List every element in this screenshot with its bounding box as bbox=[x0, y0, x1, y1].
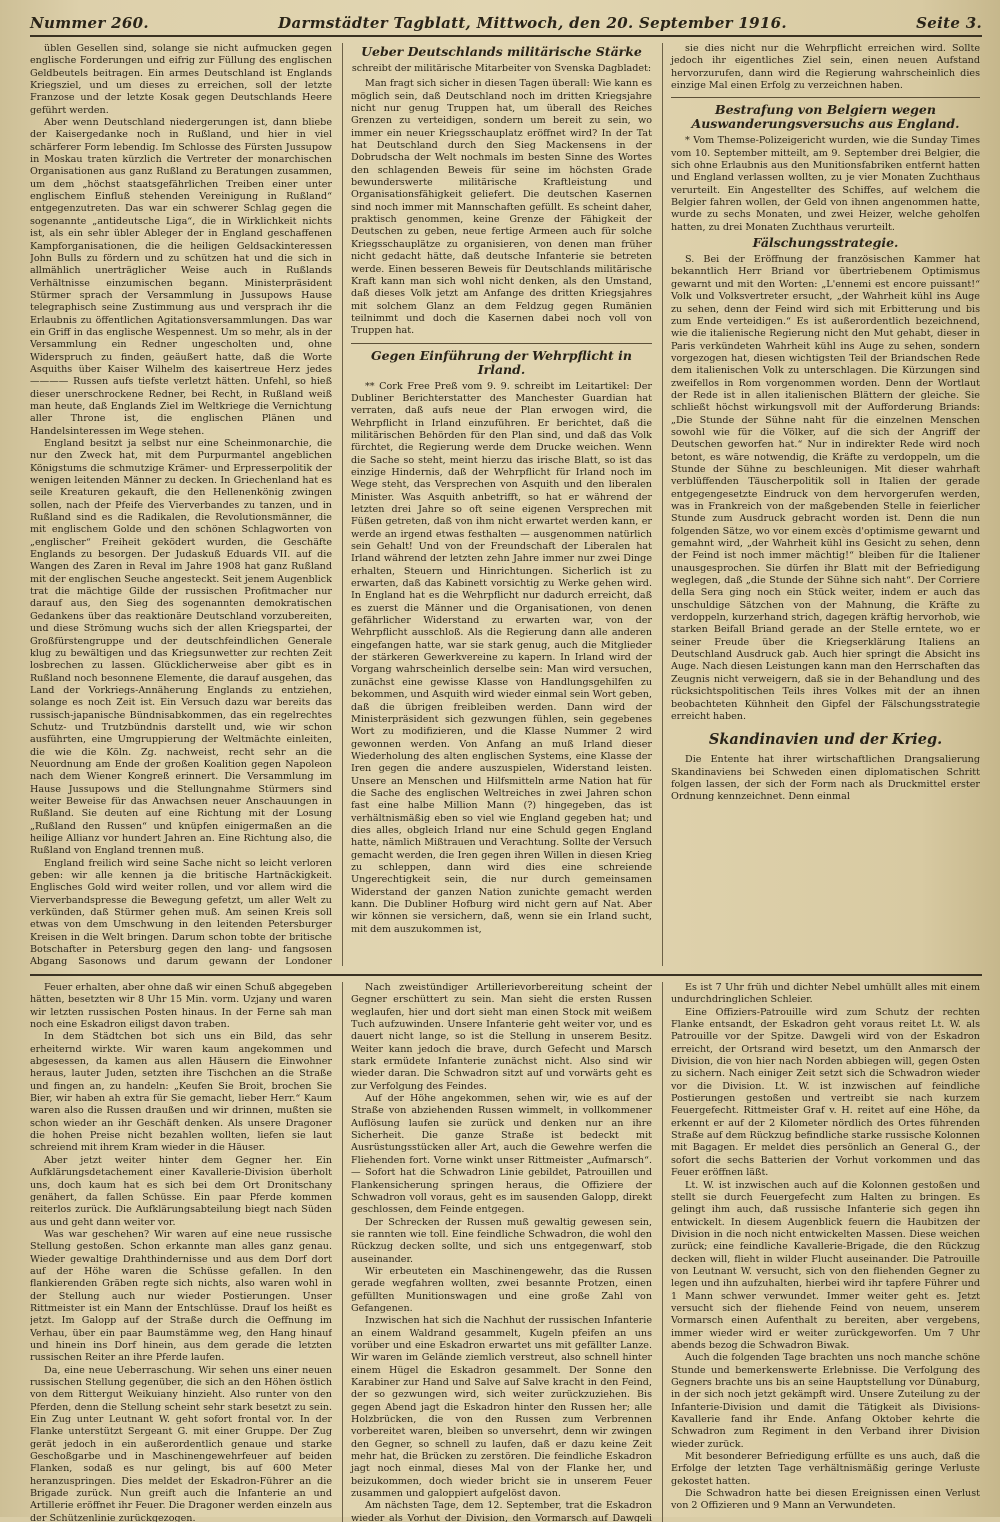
paragraph: Lt. W. ist inzwischen auch auf die Kolonnen gestoßen und stellt sie durch Feuergefecht zum Halten zu bringen. Es gelingt ihm auch, daß russische Infanterie sich gegen ihn entwickelt. In diesem Augenblick feuern die Haubitzen der Division in die noch nicht entwickelten Massen. Diese weichen zurück; eine feindliche Kavallerie-Brigade, die den Rückzug decken will, flieht in wilder Flucht auseinander. Die Patrouille von Leutnant W. versucht, sich von den fliehenden Gegner zu legen und ihn aufzuhalten, hierbei wird ihr tapfere Führer und 1 Mann schwer verwundet. Immer weiter geht es. Jetzt versucht sich der fliehende Feind von neuem, unserem Vormarsch einen Aufenthalt zu bereiten, aber vergebens, immer wieder wird er weiter zurückgeworfen. Um 7 Uhr abends bezog die Schwadron Biwak. bbox=[671, 1179, 980, 1351]
paragraph: Der Schrecken der Russen muß gewaltig gewesen sein, sie rannten wie toll. Eine feindliche Schwadron, die wohl den Rückzug decken sollte, und sich uns entgegenwarf, stob auseinander. bbox=[351, 1216, 652, 1265]
column-3 bbox=[662, 43, 980, 966]
upper-section bbox=[30, 43, 982, 966]
masthead bbox=[30, 14, 982, 37]
paragraph: Was war geschehen? Wir waren auf eine neue russische Stellung gestoßen. Schon erkannte man alles ganz genau. Wieder gewaltige Drahthindernisse und aus dem Dorf dort auf der Höhe waren die Schüsse gefallen. In den flankierenden Gräben regte sich nichts, also waren wohl in der Stellung auch nur wieder Postierungen. Unser Rittmeister ist ein Mann der Entschlüsse. Drauf los heißt es jetzt. Im Galopp auf der Straße durch die Oeffnung im Verhau, über ein paar Baumstämme weg, den Hang hinauf und hinein ins Dorf hinein, aus dem gerade die letzten russischen Reiter an ihre Pferde laufen. bbox=[30, 1228, 332, 1364]
paragraph: Aber wenn Deutschland niedergerungen ist, dann bliebe der Kaisergedanke noch in Rußland, und hier in viel schärferer Form lebendig. Im Schlosse des Fürsten Jussupow in Moskau traten kürzlich die Vertreter der monarchischen Organisationen aus ganz Rußland zu Beratungen zusammen, um dem „höchst staatsgefährlichen Treiben einer unter englischem Einfluß stehenden Vereinigung in Rußland“ entgegenzutreten. Das war ein schwerer Schlag gegen die sogenannte „antideutsche Liga“, die in Wirklichkeit nichts ist, als ein sehr übler Ableger der in England geschaffenen Kampforganisationen, die die heiligen Geldsackinteressen John Bulls zu fördern und zu schützen hat und die sich in allmählich unerträglicher Weise auch in Rußlands Verhältnisse einzumischen begann. Ministerpräsident Stürmer sprach der Versammlung in Jussupows Hause telegraphisch seine Zustimmung aus und versprach ihr die Erlaubnis zu öffentlichen Agitationsversammlungen. Das war ein Griff in das englische Wespennest. Um so mehr, als in der Versammlung ein Redner ungescholten und, ohne Widerspruch zu finden, geäußert hatte, daß die Worte Asquiths über Kaiser Wilhelm des kaisertreue Herz jedes ———— Russen aufs tiefste verletzt hätten. Unfehl, so hieß dieser unerschrockene Redner, bei Recht, in Rußland weiß man heute, daß Englands Ziel im Weltkriege die Vernichtung aller Throne ist, die englischen Plänen und Handelsinteressen im Wege stehen. bbox=[30, 117, 332, 437]
paragraph: Die Schwadron hatte bei diesen Ereignissen einen Verlust von 2 Offizieren und 9 Mann an Verwundeten. bbox=[671, 1488, 980, 1512]
paragraph: Auch die folgenden Tage brachten uns noch manche schöne Stunde und bemerkenswerte Erlebnisse. Die Verfolgung des Gegners brachte uns bis an seine Hauptstellung vor Dünaburg, in der sich noch jetzt gekämpft wird. Unsere Zuteilung zu der Infanterie-Division und damit die Tätigkeit als Divisions-Kavallerie fand ihr Ende. Anfang Oktober kehrte die Schwadron zum Regiment in den Verband ihrer Division wieder zurück. bbox=[671, 1352, 980, 1450]
article-intro: schreibt der militärische Mitarbeiter von Svenska Dagbladet: bbox=[351, 63, 652, 74]
article-heading: Fälschungsstrategie. bbox=[752, 235, 899, 251]
article-heading: Bestrafung von Belgiern wegen Auswanderungsversuchs aus England. bbox=[691, 102, 960, 132]
divider bbox=[671, 97, 980, 98]
page-number: Seite 3. bbox=[916, 14, 982, 32]
paragraph: England freilich wird seine Sache nicht so leicht verloren geben: wir alle kennen ja die britische Hartnäckigkeit. Englisches Gold wird weiter rollen, und vor allem wird die Vierverbandspresse die Bewegung gefetzt, um aller Welt zu verkünden, daß Stürmer gehen muß. Am seinen Kreis soll etwas von dem Umschwung in den leitenden Petersburger Kreisen in die Welt bringen. Darum schon tobte der britische Botschafter in Petersburg gegen den lang- und fangsosen Abgang Sasonows und darum gewann der Londoner bbox=[30, 857, 332, 966]
paragraph: Mit besonderer Befriedigung erfüllte es uns auch, daß die Erfolge der letzten Tage verhältnismäßig geringe Verluste gekostet hatten. bbox=[671, 1451, 980, 1487]
paragraph: sie dies nicht nur die Wehrpflicht erreichen wird. Sollte jedoch ihr eigentliches Ziel sein, einen neuen Aufstand hervorzurufen, dann wird die Regierung wahrscheinlich dies einzige Mal einen Erfolg zu verzeichnen haben. bbox=[671, 43, 980, 92]
paragraph: Wir erbeuteten ein Maschinengewehr, das die Russen gerade wegfahren wollten, zwei besannte Protzen, einen gefüllten Munitionswagen und eine große Zahl von Gefangenen. bbox=[351, 1265, 652, 1314]
paragraph: Man fragt sich sicher in diesen Tagen überall: Wie kann es möglich sein, daß Deutschland noch im dritten Kriegsjahre nicht nur genug Truppen hat, um überall des Reiches Grenzen zu verteidigen, sondern um bereit zu sein, wo immer ein neuer Kriegsschauplatz eröffnet wird? In der Tat hat Deutschland durch den Sieg Mackensens in der Dobrudscha der Welt nochmals im besten Sinne des Wortes den schlagenden Beweis für seine im höchsten Grade bewunderswerte militärische Kraftleistung und Organisationsfähigkeit geliefert. Die deutschen Kasernen sind noch immer mit Mannschaften gefüllt. Es scheint daher, praktisch genommen, keine Grenze der Fähigkeit der Deutschen zu geben, neue fertige Armeen auch für solche Kriegsschauplätze zu organisieren, von denen man früher nicht gedacht hätte, daß deutsche Infanterie sie betreten werde. Einen besseren Beweis für Deutschlands militärische Kraft kann man sich wohl nicht denken, als den Umstand, daß dieses Volk jetzt am Anfange des dritten Kriegsjahres mit solchem Glanz an dem Feldzug gegen Rumänien teilnimmt und doch die Kasernen dabei noch voll von Truppen hat. bbox=[351, 78, 652, 337]
paragraph: Die Entente hat ihrer wirtschaftlichen Drangsalierung Skandinaviens bei Schweden einen diplomatischen Schritt folgen lassen, der sich der Form nach als Druckmittel erster Ordnung kennzeichnet. Denn einmal bbox=[671, 754, 980, 803]
paragraph: Auf der Höhe angekommen, sehen wir, wie es auf der Straße von abziehenden Russen wimmelt, in vollkommener Auflösung laufen sie zurück und denken nur an ihre Sicherheit. Die ganze Straße ist bedeckt mit Ausrüstungsstücken aller Art, auch die Gewehre werfen die Fliehenden fort. Vorne winkt unser Rittmeister „Aufmarsch“. — Sofort hat die Schwadron Linie gebildet, Patrouillen und Flankensicherung springen heraus, die Offiziere der Schwadron voll voraus, geht es im sausenden Galopp, direkt geschlossen, dem Feinde entgegen. bbox=[351, 1093, 652, 1216]
paragraph: üblen Gesellen sind, solange sie nicht aufmucken gegen englische Forderungen und eifrig zur Füllung des englischen Geldbeutels beitragen. Ein armes Deutschland ist Englands Kriegsziel, und um dieses zu erreichen, soll der letzte Franzose und der letzte Kosak gegen Deutschlands Heere geführt werden. bbox=[30, 43, 332, 116]
newspaper-title: Darmstädter Tagblatt, Mittwoch, den 20. September 1916. bbox=[278, 14, 787, 32]
lower-column-1 bbox=[30, 982, 332, 1522]
paragraph: Inzwischen hat sich die Nachhut der russischen Infanterie an einem Waldrand gesammelt, Kugeln pfeifen an uns vorüber und eine Eskadron erwartet uns mit gefällter Lanze. Wir waren im Gelände ziemlich verstreut, also schnell hinter einem Hügel die Eskadron gesammelt. Der Sonne den Karabiner zur Hand und Salve auf Salve kracht in den Feind, der so gezwungen wird, sich weiter zurückzuziehen. Bis gegen Abend jagt die Eskadron hinter den Russen her; alle Holzbrücken, die von den Russen zum Verbrennen vorbereitet waren, bleiben so unversehrt, denn wir zwingen den Gegner, so schnell zu laufen, daß er dazu keine Zeit mehr hat, die Brücken zu zerstören. Die feindliche Eskadron jagt noch einmal, dieses Mal von der Flanke her, und beizukommen, doch wieder bricht sie in unserem Feuer zusammen und galoppiert aufgelöst davon. bbox=[351, 1315, 652, 1500]
paragraph: Da, eine neue Ueberraschung. Wir sehen uns einer neuen russischen Stellung gegenüber, die sich an den Höhen östlich von dem Rittergut Weikuiany hinzieht. Also runter von den Pferden, denn die Stellung scheint sehr stark besetzt zu sein. Ein Zug unter Leutnant W. geht sofort frontal vor. In der Flanke unterstützt Sergeant G. mit einer Gruppe. Der Zug gerät jedoch in ein außerordentlich genaue und starke Geschoßgarbe und in Maschinengewehrfeuer auf beiden Flanken, sodaß es nur gelingt, bis auf 600 Meter heranzuspringen. Dies meldet der Eskadron-Führer an die Brigade zurück. Nun greift auch die Infanterie an und Artillerie eröffnet ihr Feuer. Die Dragoner werden einzeln aus der Schützenlinie zurückgezogen. bbox=[30, 1364, 332, 1522]
issue-number: Nummer 260. bbox=[30, 14, 149, 32]
paragraph: ** Cork Free Preß vom 9. 9. schreibt im Leitartikel: Der Dubliner Berichterstatter des Manchester Guardian hat verraten, daß aufs neue der Plan erwogen wird, die Wehrpflicht in Irland einzuführen. Er berichtet, daß die militärischen Behörden für den Plan sind, und daß das Volk fürchtet, die Regierung werde dem Drucke weichen. Wenn die Sache so steht, meint hierzu das irische Blatt, so ist das einzige Hindernis, daß der Wehrpflicht für Irland noch im Wege steht, das Versprechen von Asquith und den liberalen Minister. Was Asquith anbetrifft, so hat er während der letzten drei Jahre so oft seine eigenen Versprechen mit Füßen getreten, daß von ihm nicht erwartet werden kann, er werde an irgend etwas festhalten — ausgenommen natürlich sein Gehalt! Und von der Freundschaft der Liberalen hat Irland während der letzten zehn Jahre immer nur zwei Dinge erhalten, Steuern und Hinrichtungen. Sicherlich ist zu erwarten, daß das Kabinett vorsichtig zu Werke gehen wird. In England hat es die Wehrpflicht nur dadurch erreicht, daß es zuerst die Männer und die Organisationen, von denen gefährlicher Widerstand zu erwarten war, von der Wehrpflicht ausschloß. Als die Regierung dann alle anderen eingefangen hatte, war sie stark genug, auch die Mitglieder der stärkeren Gewerkvereine zu kapern. In Irland wird der Vorgang wahrscheinlich derselbe sein: Man wird versuchen, zunächst eine gewisse Klasse von Handlungsgehilfen zu bekommen, und Asquith wird wieder einmal sein Wort geben, daß die übrigen freibleiben werden. Dann wird der Ministerpräsident sich gezwungen fühlen, sein gegebenes Wort zu modifizieren, und die Klasse Nummer 2 wird gewonnen werden. Von Anfang an muß Irland dieser Wiederholung des alten englischen Systems, eine Klasse der Iren gegen die andere auszuspielen, Widerstand leisten. Unsere an Menschen und Hilfsmitteln arme Nation hat für die Sache des englischen Weltreiches in zwei Jahren schon fast eine halbe Million Mann (?) hingegeben, das ist verhältnismäßig eben so viel wie England gegeben hat; und dies alles, obgleich Irland nur eine Schuld gegen England hatte, nämlich Mißtrauen und Verachtung. Sollte der Versuch gemacht werden, die Iren gegen ihren Willen in diesen Krieg zu schleppen, dann wird dies eine schreiende Ungerechtigkeit sein, die nur durch gemeinsamen Widerstand der ganzen Nation zunichte gemacht werden kann. Die Dubliner Hofburg wird nicht gern auf Nat. Aber wir können sie versichern, daß, wenn sie ein Irland sucht, mit dem auszukommen ist, bbox=[351, 380, 652, 935]
paragraph: Feuer erhalten, aber ohne daß wir einen Schuß abgegeben hätten, besetzten wir 8 Uhr 15 Min. vorm. Uzjany und waren wir letzten russischen Posten hinaus. In der Ferne sah man noch eine Eskadron eiligst davon traben. bbox=[30, 982, 332, 1031]
column-1 bbox=[30, 43, 332, 966]
lower-column-2 bbox=[342, 982, 652, 1522]
paragraph: Nach zweistündiger Artillerievorbereitung scheint der Gegner erschüttert zu sein. Man sieht die ersten Russen weglaufen, hier und dort sieht man einen Stock mit weißem Tuch aufzuwinden. Unsere Infanterie geht weiter vor, und es dauert nicht lange, so ist die Stellung in unserem Besitz. Weiter kann jedoch die brave, durch Gefecht und Marsch stark ermüdete Infanterie zunächst nicht. Also sind wir wieder daran. Die Schwadron sitzt auf und vorwärts geht es zur Verfolgung des Feindes. bbox=[351, 982, 652, 1092]
article-heading: Skandinavien und der Krieg. bbox=[708, 731, 943, 749]
divider bbox=[351, 343, 652, 344]
paragraph: Eine Offiziers-Patrouille wird zum Schutz der rechten Flanke entsandt, der Eskadron geht voraus reitet Lt. W. als Patrouille vor der Spitze. Dawgeli wird von der Eskadron erreicht, der Ortsrand wird besetzt, um den Anmarsch der Division, die von hier nach Norden abbiegen will, gegen Osten zu sichern. Nach einiger Zeit setzt sich die Schwadron wieder vor die Division. Lt. W. ist inzwischen auf feindliche Postierungen gestoßen und vertreibt sie nach kurzem Feuergefecht. Rittmeister Graf v. H. reitet auf eine Höhe, da erkennt er auf der 2 Kilometer nördlich des Ortes führenden Straße auf dem Rückzug befindliche starke russische Kolonnen mit Bagagen. Er meldet dies persönlich an General G., der sofort die sechs Batterien der Vorhut vorkommen und das Feuer eröffnen läßt. bbox=[671, 1006, 980, 1179]
paragraph: Es ist 7 Uhr früh und dichter Nebel umhüllt alles mit einem undurchdringlichen Schleier. bbox=[671, 982, 980, 1006]
paragraph: Aber jetzt weiter hinter dem Gegner her. Ein Aufklärungsdetachement einer Kavallerie-Division überholt uns, doch kaum hat es sich bei dem Ort Dronitschany genähert, da fallen Schüsse. Ein paar Pferde kommen reiterlos zurück. Die Aufklärungsabteilung biegt nach Süden aus und geht dann weiter vor. bbox=[30, 1154, 332, 1228]
lower-column-3 bbox=[662, 982, 980, 1522]
paragraph: S. Bei der Eröffnung der französischen Kammer hat bekanntlich Herr Briand vor übertriebenem Optimismus gewarnt und mit den Worten: „L'ennemi est encore puissant!“ Volk und Volksvertreter ersucht, „der Wahrheit kühl ins Auge zu sehen, denn der Feind wird sich mit Erbitterung und bis zum Ende verteidigen.“ Es ist außerordentlich bezeichnend, wie die italienische Regierung nicht den Mut gehabt, dieser in Paris verkündeten Wahrheit kühl ins Auge zu sehen, sondern vorgezogen hat, diesen wichtigsten Teil der Briandschen Rede dem italienischen Volk zu unterschlagen. Die Kürzungen sind zweifellos in Rom vorgenommen worden. Denn der Wortlaut der Rede ist in allen italienischen Blättern der gleiche. Sie schließt höchst wirkungsvoll mit der Aufforderung Briands: „Die Stunde der Sühne naht für die einzelnen Menschen sowohl wie für die Völker, auf die sich der Angriff der Deutschen geworfen hat.“ Nur in indirekter Rede wird noch betont, es wäre notwendig, die Kräfte zu verdoppeln, um die Stunde der Sühne zu beschleunigen. Mit dieser wahrhaft verblüffenden Täuscherpolitik soll in Italien der gerade entgegengesetzte Eindruck von dem hervorgerufen werden, was in Frankreich von der maßgebenden Stelle in feierlicher Stunde zum Ausdruck gebracht worden ist. Denn die nun folgenden Sätze, wo vor einem excès d'optimisme gewarnt und gemahnt wird, „der Wahrheit kühl ins Gesicht zu sehen, denn der Feind ist noch immer mächtig!“ bleiben für die Italiener unausgesprochen. Sie dürfen ihr Blatt mit der Befriedigung weglegen, daß „die Stunde der Sühne sich naht“. Der Corriere della Sera ging noch ein Stück weiter, indem er auch das unschuldige Sätzchen von der Mahnung, die Kräfte zu verdoppeln, kurzerhand strich, dagegen kräftig hervorhob, wie starken Beifall Briand gerade an der Stelle erntete, wo er seiner Freude über die Kriegserklärung Italiens an Deutschland Ausdruck gab. Auch hier springt die Absicht ins Auge. Nach diesen Leistungen kann man den Herrschaften das Zeugnis nicht verweigern, daß sie in der Behandlung und des rücksichtspolitischen Teils ihres Volkes mit der an ihnen beobachteten Kühnheit den Gipfel der Fälschungsstrategie erreicht haben. bbox=[671, 254, 980, 722]
article-heading: Ueber Deutschlands militärische Stärke bbox=[361, 44, 642, 59]
column-2 bbox=[342, 43, 652, 966]
paragraph: England besitzt ja selbst nur eine Scheinmonarchie, die nur den Zweck hat, mit dem Purpurmantel angeblichen Königstums die schmutzige Krämer- und Erpresserpolitik der wenigen leitenden Männer zu decken. In Griechenland hat es seile Kreaturen gekauft, die den Hellenenkönig zwingen sollen, nach der Pfeife des Vierverbandes zu tanzen, und in Rußland sind es die Radikalen, die Revolutionsmänner, die mit englischem Golde und den schönen Schlagworten von „englischer“ Freiheit geködert wurden, die Geschäfte Englands zu besorgen. Der Judaskuß Eduards VII. auf die Wangen des Zaren in Reval im Jahre 1908 hat ganz Rußland mit der englischen Seuche angesteckt. Seit jenem Augenblick trat die mächtige Gilde der russischen Profitmacher nur darauf aus, den Sieg des sogenannten demokratischen Gedankens über das reaktionäre Deutschland vorzubereiten, und diese Strömung wuchs sich der allen Kriegspartei, der Großfürstengruppe und der deutschfeindlichen Generale klug zu bewältigen und das Kriegsunwetter zur rechten Zeit losbrechen zu lassen. Glücklicherweise aber gibt es in Rußland noch besonnene Elemente, die darauf ausgehen, das Land der Vorkriegs-Annäherung Englands zu entziehen, solange es noch Zeit ist. Ein Versuch dazu war bereits das russisch-japanische Bündnisabkommen, das ein regelrechtes Schutz- und Trutzbündnis darstellt und, wie wir schon ausführten, eine Umgruppierung der Weltmächte einleiten, die wie die Köln. Zg. nachweist, recht sehr an die Neuordnung am Ende der großen Koalition gegen Napoleon nach dem Wiener Kongreß erinnert. Die Versammlung im Hause Jussupows und die Stellungnahme Stürmers sind weiter Beweise für das Anwachsen neuer Anschauungen in Rußland. Sie deuten auf eine Richtung mit der Losung „Rußland den Russen“ und knüpfen einigermaßen an die heilige Allianz vor hundert Jahren an. Eine Richtung also, die Rußland von England trennen muß. bbox=[30, 438, 332, 857]
paragraph: * Vom Themse-Polizeigericht wurden, wie die Sunday Times vom 10. September mitteilt, am 9. September drei Belgier, die sich ohne Erlaubnis aus den Munitionsfabriken entfernt hatten und England verlassen wollten, zu je vier Monaten Zuchthaus verurteilt. Ein Angestellter des Schiffes, auf welchem die Belgier fahren wollen, der Geld von ihnen angenommen hatte, wurde zu sechs Monaten, und zwei Heizer, welche geholfen hatten, zu drei Monaten Zuchthaus verurteilt. bbox=[671, 135, 980, 233]
lower-section bbox=[30, 974, 982, 1522]
paragraph: In dem Städtchen bot sich uns ein Bild, das sehr erheiternd wirkte. Wir waren kaum angekommen und abgesessen, da kamen aus allen Häusern die Einwohner heraus, lauter Juden, setzten ihre Tischchen an die Straße und fingen an, zu handeln: „Keufen Sie Broit, brochen Sie Bier, wir haben ah extra für Sie gemacht, lieber Herr.“ Kaum waren also die Russen draußen und wir drinnen, mußten sie schon wieder an ihr Geschäft denken. Als unsere Dragoner die hohen Preise nicht bezahlen wollten, liefen sie laut schreiend mit ihrem Kram wieder in die Häuser. bbox=[30, 1031, 332, 1154]
article-heading: Gegen Einführung der Wehrpflicht in Irland. bbox=[370, 347, 633, 377]
paragraph: Am nächsten Tage, dem 12. September, trat die Eskadron wieder als Vorhut der Division, den Vormarsch auf Dawgeli bbox=[351, 1500, 652, 1522]
